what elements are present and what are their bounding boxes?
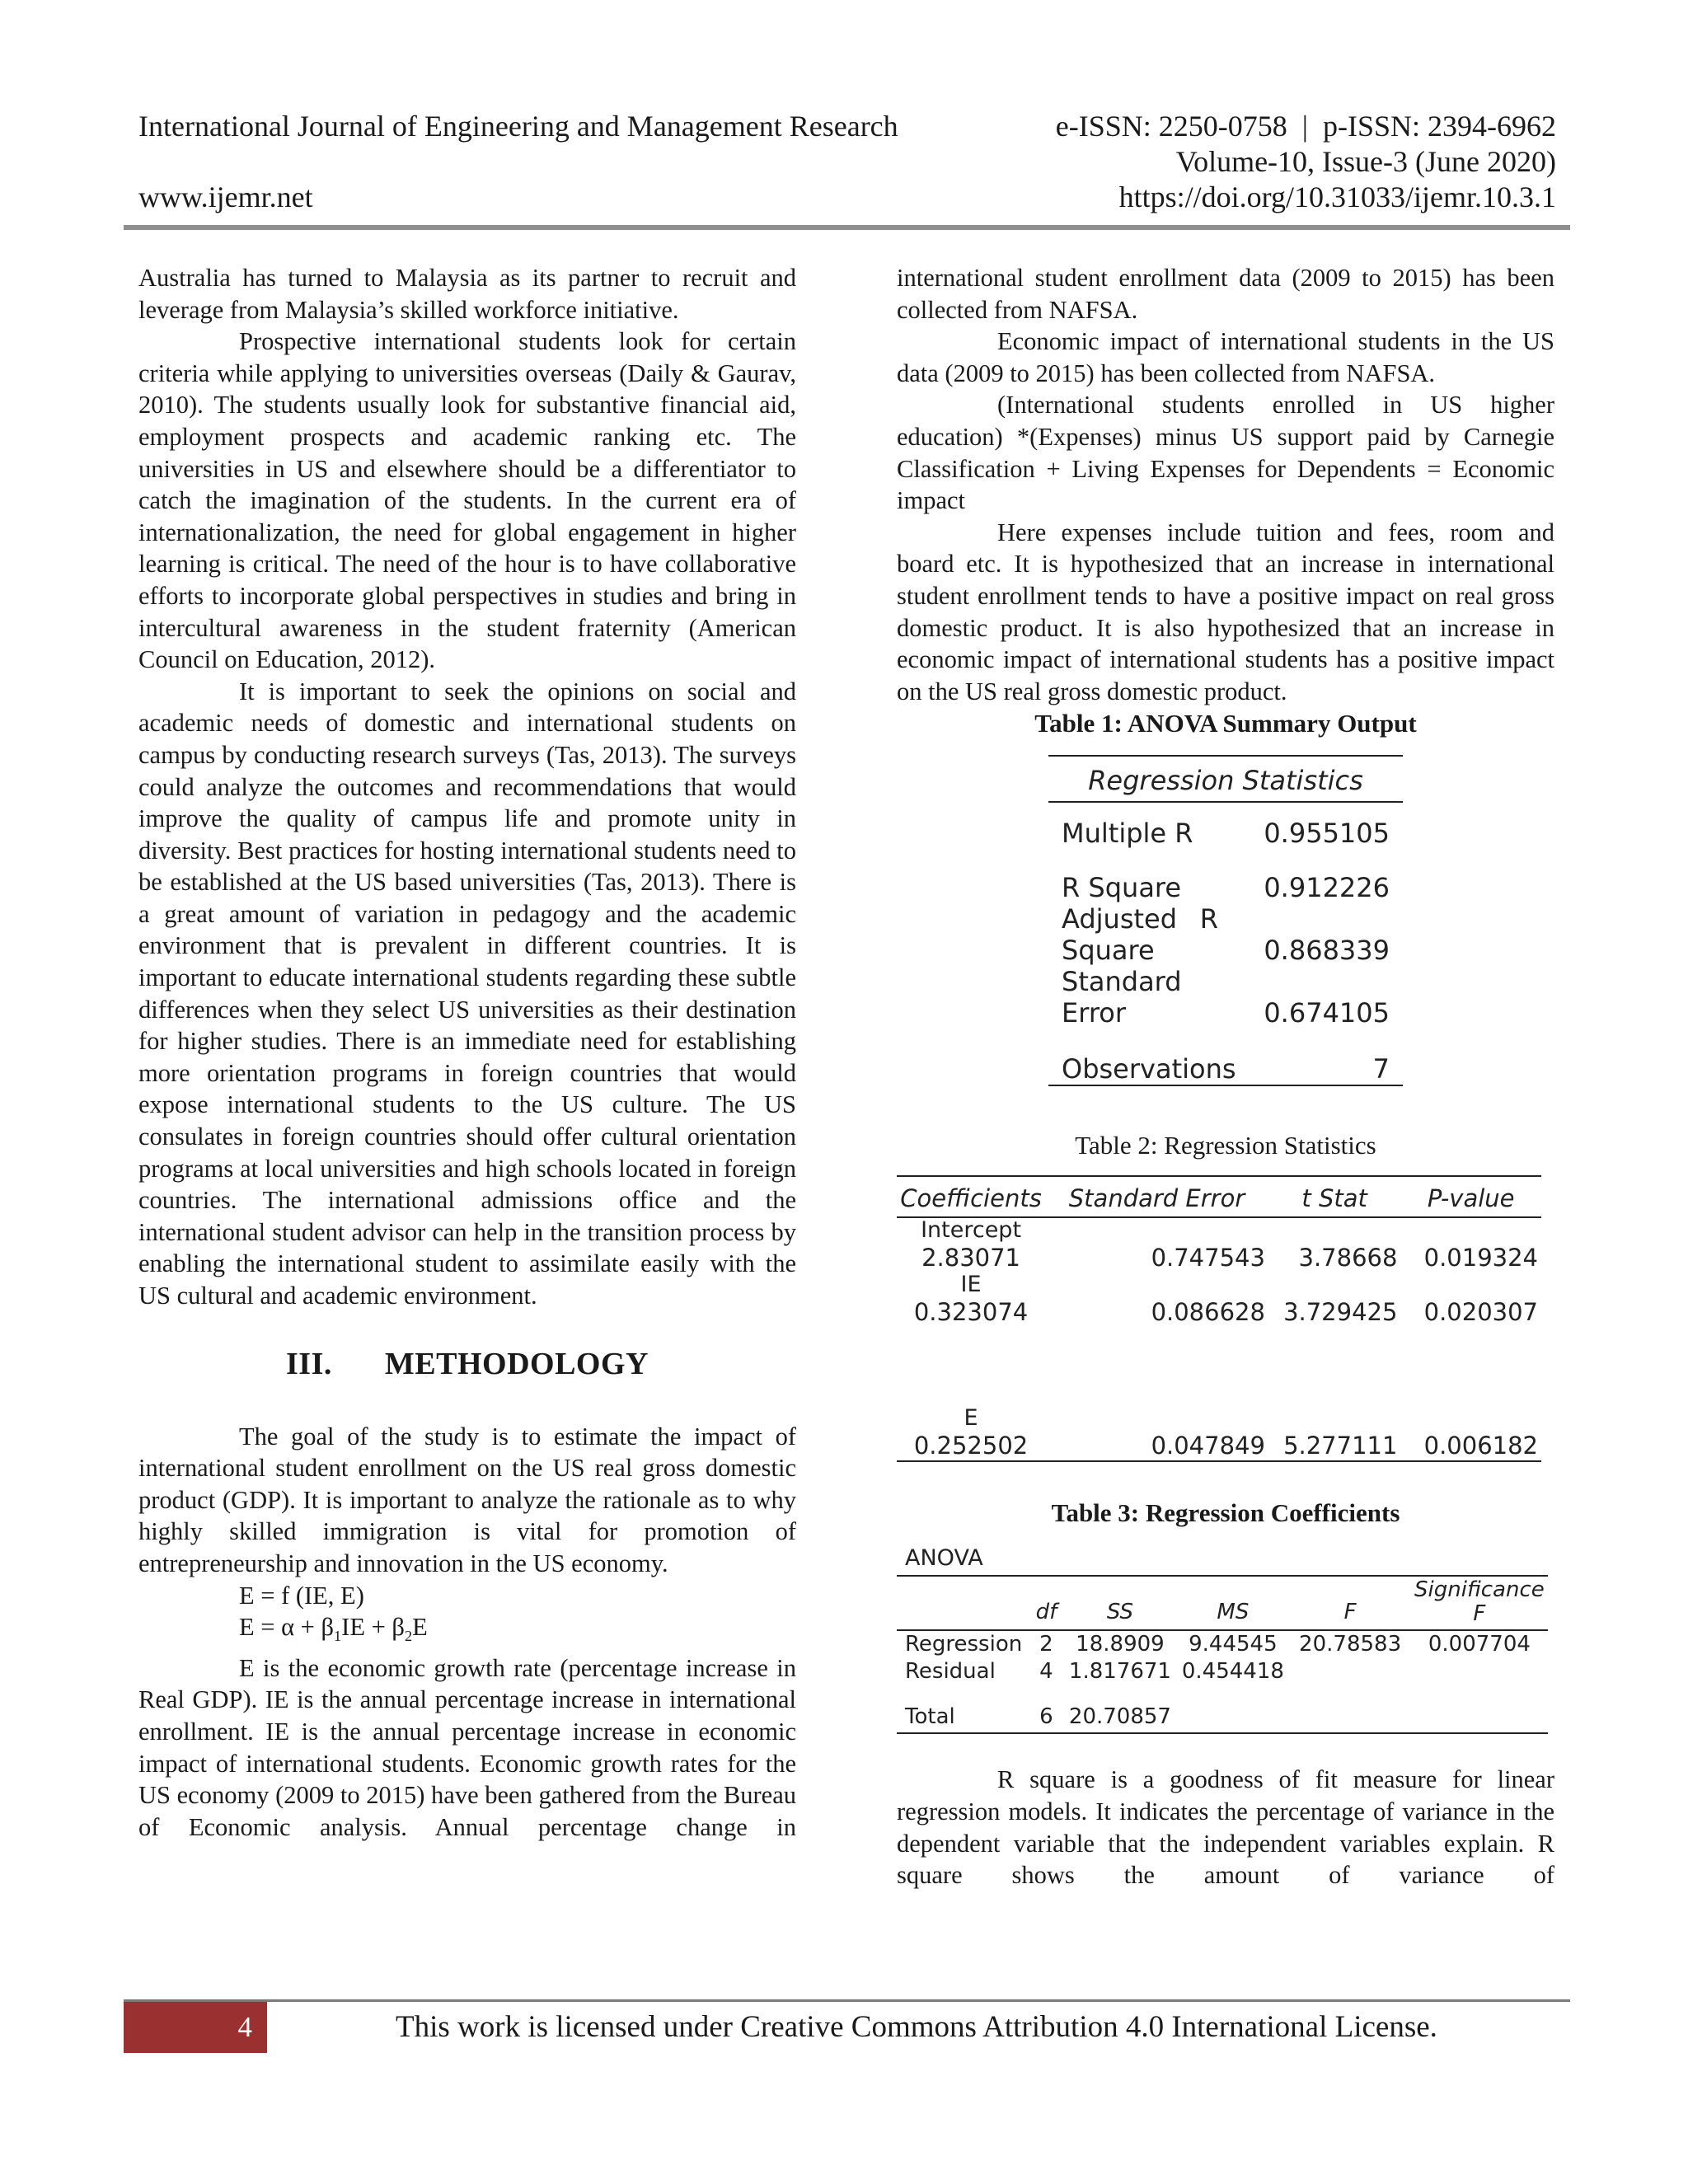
significance-value	[1411, 1685, 1548, 1733]
table-caption: Table 1: ANOVA Summary Output	[1034, 709, 1417, 738]
paragraph: Economic impact of international students in the US data (2009 to 2015) has been collected from NAFSA.	[897, 327, 1554, 387]
table-caption: Table 3: Regression Coefficients	[1051, 1498, 1400, 1528]
p-value: 0.020307	[1423, 1298, 1538, 1327]
journal-title: International Journal of Engineering and Management Research	[138, 110, 898, 143]
table-header: Regression Statistics	[1048, 755, 1403, 803]
stat-label: Multiple R	[1062, 818, 1193, 850]
t-stat-value: 5.277111	[1283, 1432, 1398, 1460]
equation: E = f (IE, E)	[239, 1581, 364, 1610]
section-number: III.	[286, 1346, 332, 1381]
coefficients-table	[897, 1175, 1541, 1462]
table-row	[1048, 1053, 1403, 1086]
stat-value: 0.868339	[1264, 935, 1390, 967]
column-header	[897, 1577, 1029, 1630]
stat-value: 7	[1372, 1053, 1390, 1085]
df-value: 2	[1039, 1632, 1053, 1657]
table-row	[897, 1406, 1541, 1460]
table-row	[1048, 966, 1403, 1029]
table-caption: Table 2: Regression Statistics	[1075, 1131, 1376, 1160]
column-header: P-value	[1400, 1177, 1541, 1217]
paragraph: international student enrollment data (2009 to 2015) has been collected from NAFSA.	[897, 264, 1554, 324]
stat-value: 0.674105	[1264, 997, 1390, 1029]
stat-value: 0.912226	[1264, 872, 1390, 904]
paragraph: R square is a goodness of fit measure for linear regression models. It indicates the percentage of variance in the dependent variable that the independent variables explain. R square shows the amount of variance of	[897, 1765, 1554, 1890]
header-rule	[124, 225, 1570, 230]
stat-label: R Square	[1062, 872, 1182, 904]
source-label: Residual	[905, 1659, 996, 1685]
license-text: This work is licensed under Creative Commons Attribution 4.0 International License.	[396, 2010, 1437, 2044]
column-header: df	[1029, 1577, 1063, 1630]
table-row	[897, 1630, 1548, 1658]
stat-label: Observations	[1062, 1053, 1236, 1085]
stat-label: Adjusted R Square	[1062, 903, 1218, 967]
df-value: 4	[1039, 1659, 1053, 1685]
regression-statistics-table	[1048, 755, 1403, 1086]
row-label: E	[964, 1405, 978, 1432]
issn-line: e-ISSN: 2250-0758 | p-ISSN: 2394-6962	[1055, 110, 1556, 143]
f-value: 20.78583	[1299, 1632, 1402, 1657]
ss-value: 18.8909	[1076, 1632, 1165, 1657]
section-heading	[138, 1345, 796, 1383]
significance-value: 0.007704	[1428, 1632, 1531, 1657]
df-value: 6	[1029, 1685, 1063, 1733]
source-label: Regression	[905, 1632, 1023, 1657]
ms-value	[1176, 1685, 1289, 1733]
column-header: MS	[1176, 1577, 1289, 1630]
table-title: ANOVA	[897, 1544, 1548, 1577]
paragraph: (International students enrolled in US higher education) *(Expenses) minus US support paid by Carnegie Classification + Living Expenses for Dependents = Economic impact	[897, 391, 1554, 515]
table-row	[1048, 872, 1403, 903]
t-stat-value: 3.78668	[1298, 1244, 1398, 1272]
coefficient-value: 0.323074	[913, 1298, 1029, 1327]
column-header: Standard Error	[1045, 1177, 1268, 1217]
ss-value: 20.70857	[1063, 1685, 1176, 1733]
ss-value: 1.817671	[1068, 1659, 1171, 1685]
stat-value: 0.955105	[1264, 818, 1390, 850]
table-row	[897, 1217, 1541, 1272]
table-row	[897, 1272, 1541, 1327]
coefficient-value: 2.83071	[921, 1244, 1021, 1272]
f-value	[1289, 1685, 1410, 1733]
standard-error-value: 0.086628	[1151, 1298, 1265, 1327]
table-row	[1048, 818, 1403, 849]
standard-error-value: 0.747543	[1151, 1244, 1265, 1272]
p-value: 0.006182	[1423, 1432, 1538, 1460]
paragraph: The goal of the study is to estimate the impact of international student enrollment on the US real gross domestic product (GDP). It is important to analyze the rationale as to why highly skilled immigration is vital for promotion of entrepreneurship and innovation in the US economy.	[138, 1422, 796, 1577]
paragraph: Here expenses include tuition and fees, room and board etc. It is hypothesized that an increase in international student enrollment tends to have a positive impact on real gross domestic product. It is also hypothesized that an increase in economic impact of international students has a positive impact on the US real gross domestic product.	[897, 518, 1554, 705]
section-title: METHODOLOGY	[384, 1346, 649, 1381]
anova-table	[897, 1544, 1548, 1734]
volume-line: Volume-10, Issue-3 (June 2020)	[1175, 145, 1556, 178]
f-value	[1289, 1658, 1410, 1685]
left-column	[138, 262, 796, 1843]
stat-label: Standard Error	[1062, 966, 1182, 1029]
column-header: t Stat	[1268, 1177, 1401, 1217]
coefficient-value: 0.252502	[913, 1432, 1029, 1460]
paragraph: It is important to seek the opinions on social and academic needs of domestic and international students on campus by conducting research surveys (Tas, 2013). The surveys could analyze the outcomes and recommendations that would improve the quality of campus life and promote unity in diversity. Best practices for hosting international students need to be established at the US based universities (Tas, 2013). There is a great amount of variation in pedagogy and the academic environment that is prevalent in different countries. It is important to educate international students regarding these subtle differences when they select US universities as their destination for higher studies. There is an immediate need for establishing more orientation programs in foreign countries that would expose international students to the US culture. The US consulates in foreign countries should offer cultural orientation programs at local universities and high schools located in foreign countries. The international admissions office and the international student advisor can help in the transition process by enabling the international student to assimilate easily with the US cultural and academic environment.	[138, 677, 796, 1310]
journal-website: www.ijemr.net	[138, 180, 313, 213]
row-label: Intercept	[921, 1217, 1022, 1244]
doi-link: https://doi.org/10.31033/ijemr.10.3.1	[1118, 180, 1556, 213]
column-header: Coefficients	[897, 1177, 1045, 1217]
column-header: Significance F	[1411, 1577, 1548, 1630]
ms-value: 0.454418	[1181, 1659, 1284, 1685]
table-row	[897, 1658, 1548, 1685]
ms-value: 9.44545	[1189, 1632, 1278, 1657]
equation: $E = \alpha + \beta_1IE + \beta_2E$	[239, 1613, 428, 1645]
paragraph: E is the economic growth rate (percentage increase in Real GDP). IE is the annual percentage increase in international enrollment. IE is the annual percentage increase in economic impact of international students. Economic growth rates for the US economy (2009 to 2015) have been gathered from the Bureau of Economic analysis. Annual percentage change in	[138, 1653, 796, 1841]
source-label: Total	[897, 1685, 1029, 1733]
row-label: IE	[960, 1272, 982, 1298]
right-column	[897, 262, 1554, 1891]
significance-value	[1411, 1658, 1548, 1685]
t-stat-value: 3.729425	[1283, 1298, 1398, 1327]
p-value: 0.019324	[1423, 1244, 1538, 1272]
page-header	[138, 109, 1556, 215]
page-number: 4	[124, 2002, 267, 2053]
paragraph: Prospective international students look for certain criteria while applying to universities overseas (Daily & Gaurav, 2010). The students usually look for substantive financial aid, employment prospects and academic ranking etc. The universities in US and elsewhere should be a differentiator to catch the imagination of the students. In the current era of internationalization, the need for global engagement in higher learning is critical. The need of the hour is to have collaborative efforts to incorporate global perspectives in studies and bring in intercultural awareness in the student fraternity (American Council on Education, 2012).	[138, 327, 796, 674]
paragraph: Australia has turned to Malaysia as its partner to recruit and leverage from Malaysia’s skilled workforce initiative.	[138, 264, 796, 324]
table-row	[897, 1685, 1548, 1733]
column-header: SS	[1063, 1577, 1176, 1630]
table-row	[1048, 903, 1403, 966]
column-header: F	[1289, 1577, 1410, 1630]
standard-error-value: 0.047849	[1151, 1432, 1265, 1460]
